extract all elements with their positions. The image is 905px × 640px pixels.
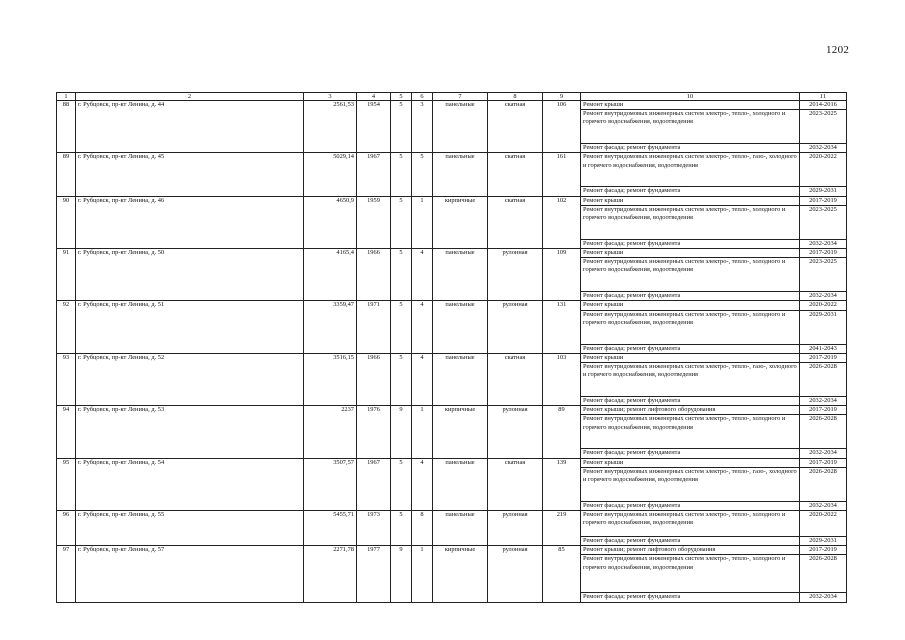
row-number: 89	[57, 153, 76, 196]
work-name: Ремонт внутридомовых инженерных систем электро-, тепло-, холодного и горячего водоснабжения, водоотведения	[581, 205, 800, 239]
column-9-value: 109	[543, 249, 581, 301]
roof-type: скатная	[488, 101, 543, 153]
table-row	[57, 301, 847, 310]
total-area: 2271,78	[304, 546, 357, 602]
row-number: 96	[57, 511, 76, 546]
address: г. Рубцовск, пр-кт Ленина, д. 45	[76, 153, 304, 196]
total-area: 5455,71	[304, 511, 357, 546]
address: г. Рубцовск, пр-кт Ленина, д. 53	[76, 406, 304, 458]
roof-type: рулонная	[488, 406, 543, 458]
work-name: Ремонт внутридомовых инженерных систем электро-, тепло-, газо-, холодного и горячего водоснабжения, водоотведения	[581, 467, 800, 501]
col-header-11: 11	[800, 93, 847, 101]
address: г. Рубцовск, пр-кт Ленина, д. 51	[76, 301, 304, 353]
work-name: Ремонт фасада; ремонт фундамента	[581, 449, 800, 458]
floors: 5	[391, 153, 412, 196]
floors: 5	[391, 353, 412, 405]
table-row	[57, 546, 847, 555]
work-period: 2023-2025	[800, 205, 847, 239]
column-9-value: 131	[543, 301, 581, 353]
col-header-10: 10	[581, 93, 800, 101]
work-period: 2017-2019	[800, 196, 847, 205]
work-period: 2017-2019	[800, 458, 847, 467]
wall-material: панельные	[433, 153, 488, 196]
work-name: Ремонт крыши; ремонт лифтового оборудования	[581, 406, 800, 415]
table-row	[57, 196, 847, 205]
entrances: 4	[412, 249, 433, 301]
work-name: Ремонт крыши; ремонт лифтового оборудования	[581, 546, 800, 555]
col-header-3: 3	[304, 93, 357, 101]
year-built: 1954	[357, 101, 391, 153]
row-number: 93	[57, 353, 76, 405]
column-9-value: 89	[543, 406, 581, 458]
column-9-value: 106	[543, 101, 581, 153]
work-period: 2029-2031	[800, 537, 847, 546]
entrances: 8	[412, 511, 433, 546]
entrances: 4	[412, 353, 433, 405]
wall-material: панельные	[433, 353, 488, 405]
row-number: 91	[57, 249, 76, 301]
wall-material: панельные	[433, 511, 488, 546]
floors: 5	[391, 196, 412, 248]
address: г. Рубцовск, пр-кт Ленина, д. 46	[76, 196, 304, 248]
work-name: Ремонт крыши	[581, 249, 800, 258]
address: г. Рубцовск, пр-кт Ленина, д. 55	[76, 511, 304, 546]
work-period: 2032-2034	[800, 449, 847, 458]
year-built: 1973	[357, 511, 391, 546]
page-number: 1202	[826, 44, 850, 56]
work-period: 2017-2019	[800, 353, 847, 362]
address: г. Рубцовск, пр-кт Ленина, д. 50	[76, 249, 304, 301]
work-name: Ремонт фасада; ремонт фундамента	[581, 593, 800, 602]
roof-type: скатная	[488, 458, 543, 510]
year-built: 1977	[357, 546, 391, 602]
table-body	[57, 101, 847, 603]
year-built: 1966	[357, 353, 391, 405]
row-number: 94	[57, 406, 76, 458]
work-name: Ремонт внутридомовых инженерных систем электро-, тепло-, газо-, холодного и горячего водоснабжения, водоотведения	[581, 363, 800, 397]
total-area: 4650,9	[304, 196, 357, 248]
entrances: 1	[412, 196, 433, 248]
work-period: 2023-2025	[800, 110, 847, 144]
work-name: Ремонт крыши	[581, 196, 800, 205]
table-row	[57, 153, 847, 187]
column-9-value: 139	[543, 458, 581, 510]
work-period: 2032-2034	[800, 292, 847, 301]
entrances: 4	[412, 301, 433, 353]
row-number: 92	[57, 301, 76, 353]
work-name: Ремонт фасада; ремонт фундамента	[581, 144, 800, 153]
roof-type: скатная	[488, 196, 543, 248]
work-name: Ремонт крыши	[581, 353, 800, 362]
work-period: 2026-2028	[800, 467, 847, 501]
work-name: Ремонт фасада; ремонт фундамента	[581, 397, 800, 406]
table-row	[57, 458, 847, 467]
entrances: 1	[412, 406, 433, 458]
floors: 9	[391, 406, 412, 458]
address: г. Рубцовск, пр-кт Ленина, д. 52	[76, 353, 304, 405]
work-period: 2032-2034	[800, 144, 847, 153]
work-name: Ремонт фасада; ремонт фундамента	[581, 187, 800, 196]
work-period: 2026-2028	[800, 555, 847, 593]
work-name: Ремонт крыши	[581, 301, 800, 310]
floors: 5	[391, 301, 412, 353]
work-period: 2017-2019	[800, 546, 847, 555]
column-9-value: 103	[543, 353, 581, 405]
table-row	[57, 353, 847, 362]
wall-material: панельные	[433, 101, 488, 153]
work-period: 2029-2031	[800, 187, 847, 196]
wall-material: панельные	[433, 301, 488, 353]
row-number: 88	[57, 101, 76, 153]
col-header-7: 7	[433, 93, 488, 101]
col-header-9: 9	[543, 93, 581, 101]
table-row	[57, 511, 847, 537]
work-name: Ремонт внутридомовых инженерных систем электро-, тепло-, холодного и горячего водоснабжения, водоотведения	[581, 258, 800, 292]
entrances: 4	[412, 458, 433, 510]
entrances: 1	[412, 546, 433, 602]
wall-material: кирпичные	[433, 546, 488, 602]
repair-schedule-table	[56, 92, 847, 603]
column-9-value: 161	[543, 153, 581, 196]
work-name: Ремонт фасада; ремонт фундамента	[581, 239, 800, 248]
floors: 9	[391, 546, 412, 602]
total-area: 3507,57	[304, 458, 357, 510]
floors: 5	[391, 249, 412, 301]
work-name: Ремонт внутридомовых инженерных систем электро-, тепло-, холодного и горячего водоснабжения, водоотведения	[581, 555, 800, 593]
address: г. Рубцовск, пр-кт Ленина, д. 44	[76, 101, 304, 153]
work-period: 2032-2034	[800, 239, 847, 248]
work-period: 2041-2043	[800, 344, 847, 353]
work-name: Ремонт внутридомовых инженерных систем электро-, тепло-, газо-, холодного и горячего водоснабжения, водоотведения	[581, 153, 800, 187]
floors: 5	[391, 101, 412, 153]
work-name: Ремонт внутридомовых инженерных систем электро-, тепло-, холодного и горячего водоснабжения, водоотведения	[581, 310, 800, 344]
total-area: 3516,15	[304, 353, 357, 405]
work-period: 2032-2034	[800, 593, 847, 602]
column-number-row	[57, 93, 847, 101]
roof-type: рулонная	[488, 249, 543, 301]
floors: 5	[391, 458, 412, 510]
work-name: Ремонт фасада; ремонт фундамента	[581, 501, 800, 510]
floors: 5	[391, 511, 412, 546]
table-row	[57, 406, 847, 415]
work-name: Ремонт фасада; ремонт фундамента	[581, 537, 800, 546]
roof-type: скатная	[488, 153, 543, 196]
work-period: 2023-2025	[800, 258, 847, 292]
table-row	[57, 249, 847, 258]
work-period: 2029-2031	[800, 310, 847, 344]
col-header-8: 8	[488, 93, 543, 101]
work-period: 2020-2022	[800, 301, 847, 310]
year-built: 1967	[357, 153, 391, 196]
work-name: Ремонт крыши	[581, 101, 800, 110]
work-period: 2026-2028	[800, 363, 847, 397]
row-number: 90	[57, 196, 76, 248]
entrances: 3	[412, 101, 433, 153]
work-name: Ремонт внутридомовых инженерных систем электро-, тепло-, холодного и горячего водоснабжения, водоотведения	[581, 415, 800, 449]
year-built: 1966	[357, 249, 391, 301]
col-header-5: 5	[391, 93, 412, 101]
wall-material: кирпичные	[433, 406, 488, 458]
row-number: 95	[57, 458, 76, 510]
entrances: 5	[412, 153, 433, 196]
work-name: Ремонт фасада; ремонт фундамента	[581, 292, 800, 301]
year-built: 1967	[357, 458, 391, 510]
column-9-value: 85	[543, 546, 581, 602]
wall-material: кирпичные	[433, 196, 488, 248]
roof-type: рулонная	[488, 301, 543, 353]
work-period: 2017-2019	[800, 406, 847, 415]
work-name: Ремонт крыши	[581, 458, 800, 467]
work-name: Ремонт внутридомовых инженерных систем электро-, тепло-, холодного и горячего водоснабжения, водоотведения	[581, 110, 800, 144]
total-area: 3359,47	[304, 301, 357, 353]
total-area: 5029,14	[304, 153, 357, 196]
work-period: 2032-2034	[800, 397, 847, 406]
work-period: 2017-2019	[800, 249, 847, 258]
row-number: 97	[57, 546, 76, 602]
roof-type: рулонная	[488, 546, 543, 602]
address: г. Рубцовск, пр-кт Ленина, д. 57	[76, 546, 304, 602]
col-header-6: 6	[412, 93, 433, 101]
work-period: 2020-2022	[800, 153, 847, 187]
col-header-2: 2	[76, 93, 304, 101]
wall-material: панельные	[433, 249, 488, 301]
work-name: Ремонт фасада; ремонт фундамента	[581, 344, 800, 353]
total-area: 4165,4	[304, 249, 357, 301]
address: г. Рубцовск, пр-кт Ленина, д. 54	[76, 458, 304, 510]
work-period: 2026-2028	[800, 415, 847, 449]
col-header-4: 4	[357, 93, 391, 101]
total-area: 2561,53	[304, 101, 357, 153]
table-row	[57, 101, 847, 110]
roof-type: скатная	[488, 353, 543, 405]
year-built: 1976	[357, 406, 391, 458]
column-9-value: 219	[543, 511, 581, 546]
total-area: 2237	[304, 406, 357, 458]
roof-type: рулонная	[488, 511, 543, 546]
work-period: 2014-2016	[800, 101, 847, 110]
col-header-1: 1	[57, 93, 76, 101]
work-period: 2032-2034	[800, 501, 847, 510]
wall-material: панельные	[433, 458, 488, 510]
column-9-value: 102	[543, 196, 581, 248]
work-period: 2020-2022	[800, 511, 847, 537]
year-built: 1959	[357, 196, 391, 248]
work-name: Ремонт внутридомовых инженерных систем электро-, тепло-, холодного и горячего водоснабжения, водоотведения	[581, 511, 800, 537]
year-built: 1971	[357, 301, 391, 353]
